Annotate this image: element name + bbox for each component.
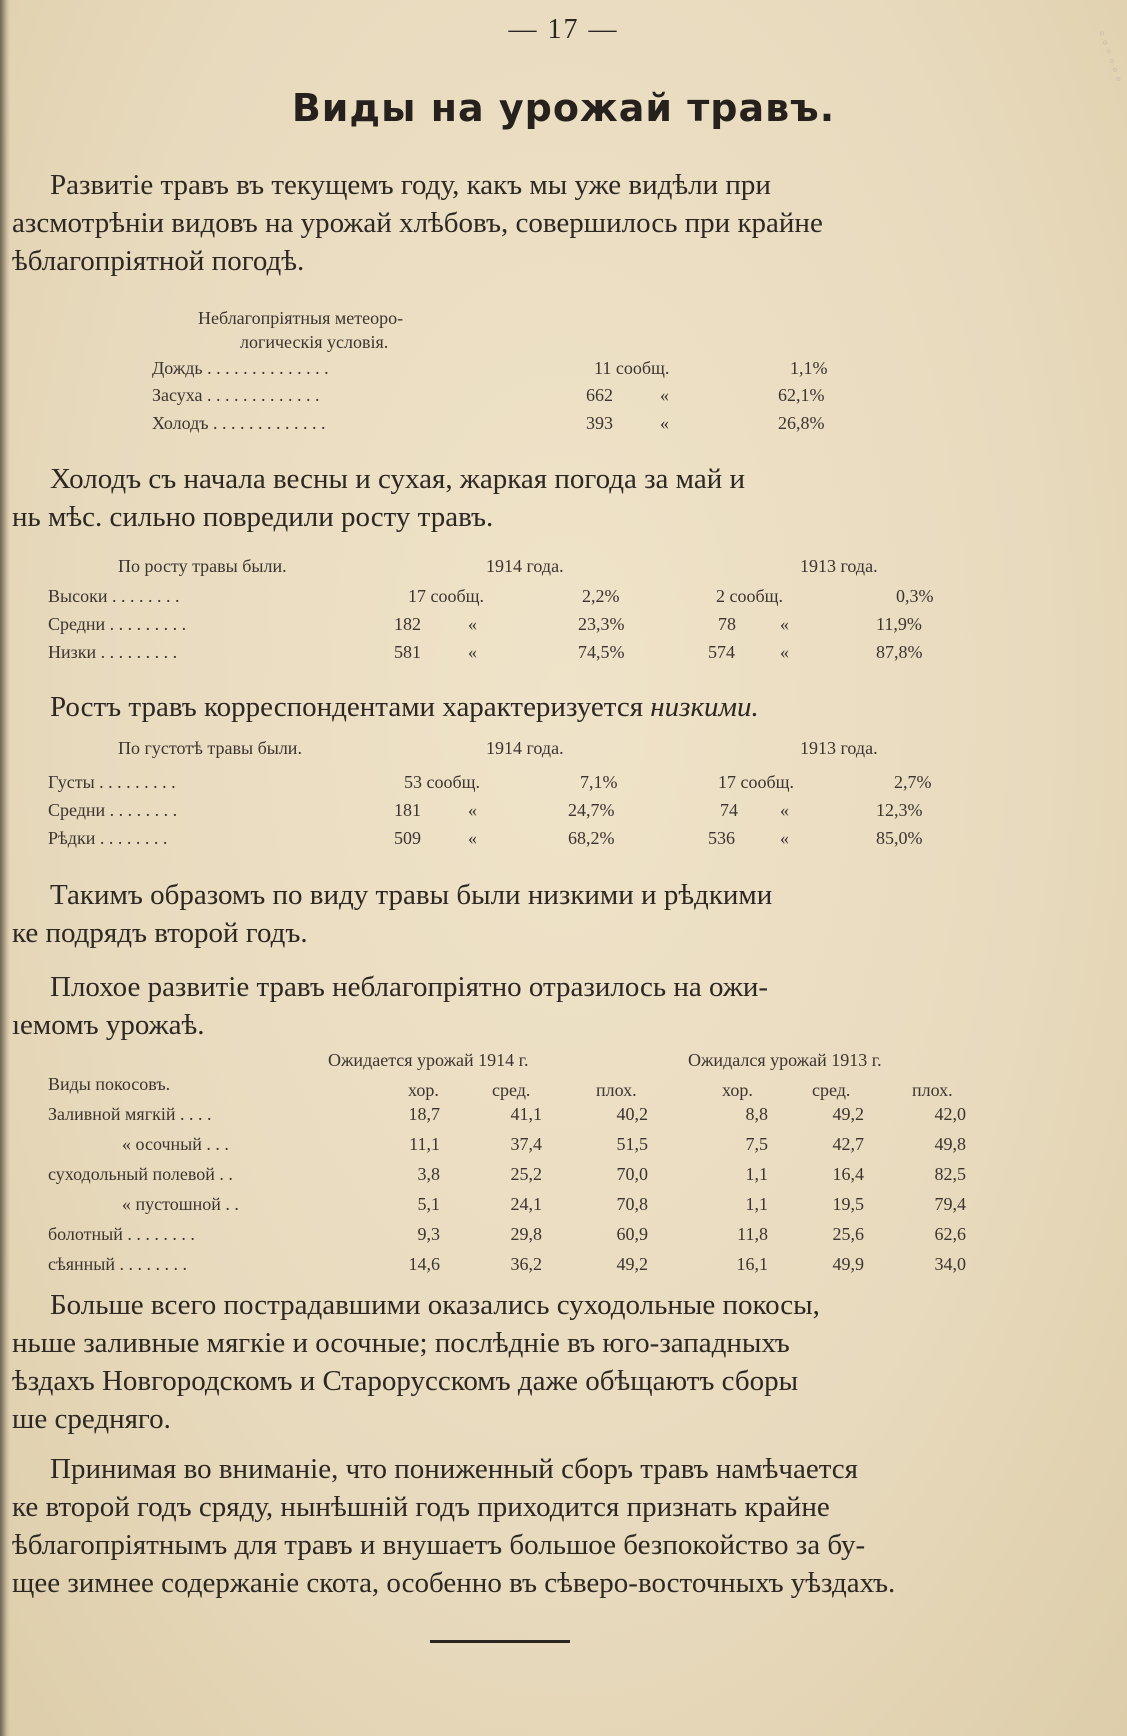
paragraph-line <box>12 688 1022 726</box>
table4-group-1914: Ожидается урожай 1914 г. <box>328 1050 529 1070</box>
paragraph-5 <box>12 968 1022 1044</box>
table1-percent: 62,1% <box>778 385 825 405</box>
table3-cell: 181 <box>394 800 421 820</box>
ditto-mark: « <box>780 642 789 662</box>
table2-cell: 74,5% <box>578 642 625 662</box>
table4-cell: 34,0 <box>934 1254 966 1274</box>
table1-percent: 26,8% <box>778 413 825 433</box>
table4-cell: 82,5 <box>934 1164 966 1184</box>
paragraph-line: ньше заливные мягкіе и осочные; послѣдніе въ юго-западныхъ <box>12 1327 790 1359</box>
paragraph-line: Плохое развитіе травъ неблагопріятно отразилось на ожи- <box>50 971 769 1003</box>
table3-header: По густотѣ травы были. <box>118 738 302 758</box>
ditto-mark: « <box>468 642 477 662</box>
table4-row-label: « пустошной . . <box>122 1194 239 1214</box>
table4-cell: 24,1 <box>510 1194 542 1214</box>
table4-row-label: болотный . . . . . . . . <box>48 1224 195 1244</box>
paragraph-line: ѣблагопріятнымъ для травъ и внушаетъ большое безпокойство за бу- <box>12 1529 866 1561</box>
table4-col-header: хор. <box>408 1080 439 1100</box>
table4-cell: 1,1 <box>745 1164 768 1184</box>
paragraph-line: ше средняго. <box>12 1403 171 1435</box>
table1-header: Неблагопріятныя метеоро- <box>198 308 404 328</box>
table4-group-1913: Ожидался урожай 1913 г. <box>688 1050 882 1070</box>
table3-cell: 7,1% <box>580 772 618 792</box>
table1-count: 393 <box>586 413 613 433</box>
table2-cell: 581 <box>394 642 421 662</box>
paragraph-line: азсмотрѣніи видовъ на урожай хлѣбовъ, совершилось при крайне <box>12 207 823 239</box>
table4-col-header: сред. <box>492 1080 531 1100</box>
table4-cell: 42,7 <box>832 1134 864 1154</box>
paragraph-2 <box>12 460 1022 536</box>
table4-cell: 40,2 <box>616 1104 648 1124</box>
table4-col-header: плох. <box>596 1080 637 1100</box>
table2-cell: 2 сообщ. <box>716 586 784 606</box>
table3-cell: 509 <box>394 828 421 848</box>
section-end-rule <box>430 1640 570 1643</box>
paragraph-line: Такимъ образомъ по виду травы были низкими и рѣдкими <box>50 879 773 911</box>
table4-cell: 42,0 <box>934 1104 966 1124</box>
table2-year-1914: 1914 года. <box>486 556 564 576</box>
paragraph-line: Развитіе травъ въ текущемъ году, какъ мы уже видѣли при <box>50 169 771 201</box>
table4-cell: 41,1 <box>510 1104 542 1124</box>
ditto-mark: « <box>780 800 789 820</box>
paragraph-line: Принимая во вниманіе, что пониженный сборъ травъ намѣчается <box>50 1453 858 1485</box>
table4-cell: 49,2 <box>616 1254 648 1274</box>
table4-row-label: сѣянный . . . . . . . . <box>48 1254 188 1274</box>
table4-cell: 79,4 <box>934 1194 966 1214</box>
table3-cell: 17 сообщ. <box>718 772 795 792</box>
table3-row-label: Густы . . . . . . . . . <box>48 772 176 792</box>
table4-cell: 49,8 <box>934 1134 966 1154</box>
table3-cell: 53 сообщ. <box>404 772 481 792</box>
paragraph-6 <box>12 1286 1022 1438</box>
paragraph-line: Холодъ съ начала весны и сухая, жаркая погода за май и <box>50 463 745 495</box>
ditto-mark: « <box>468 614 477 634</box>
table2-cell: 0,3% <box>896 586 934 606</box>
emphasis-text: низкими. <box>650 691 759 723</box>
table2-row-label: Низки . . . . . . . . . <box>48 642 178 662</box>
table4-cell: 25,2 <box>510 1164 542 1184</box>
table3-row-label: Средни . . . . . . . . <box>48 800 178 820</box>
table1-percent: 1,1% <box>790 358 828 378</box>
table3-row-label: Рѣдки . . . . . . . . <box>48 828 168 848</box>
ditto-mark: « <box>660 413 669 433</box>
table4-cell: 18,7 <box>408 1104 440 1124</box>
table4-cell: 70,8 <box>616 1194 648 1214</box>
paragraph-4 <box>12 876 1022 952</box>
table2-row-label: Средни . . . . . . . . . <box>48 614 187 634</box>
table4-cell: 29,8 <box>510 1224 542 1244</box>
paragraph-line: Больше всего пострадавшими оказались суходольные покосы, <box>50 1289 820 1321</box>
table1-count: 662 <box>586 385 613 405</box>
table4-row-label: Заливной мягкій . . . . <box>48 1104 212 1124</box>
table3-cell: 24,7% <box>568 800 615 820</box>
table4-cell: 70,0 <box>616 1164 648 1184</box>
table4-cell: 5,1 <box>417 1194 440 1214</box>
paragraph-line: ıемомъ урожаѣ. <box>12 1009 205 1041</box>
table4-cell: 11,1 <box>409 1134 440 1154</box>
table2-cell: 23,3% <box>578 614 625 634</box>
table3-year-1914: 1914 года. <box>486 738 564 758</box>
table4-cell: 25,6 <box>832 1224 864 1244</box>
table3-cell: 2,7% <box>894 772 932 792</box>
paragraph-line: ке подрядъ второй годъ. <box>12 917 308 949</box>
paragraph-3 <box>12 688 1022 726</box>
paragraph-line: нь мѣс. сильно повредили росту травъ. <box>12 501 494 533</box>
page-title: Виды на урожай травъ. <box>291 86 836 130</box>
table2-cell: 17 сообщ. <box>408 586 485 606</box>
table4-cell: 19,5 <box>832 1194 864 1214</box>
paragraph-text: Ростъ травъ корреспондентами характеризуется <box>50 691 644 723</box>
table3-cell: 12,3% <box>876 800 923 820</box>
table2-cell: 11,9% <box>876 614 922 634</box>
table4-cell: 36,2 <box>510 1254 542 1274</box>
table4-header: Виды покосовъ. <box>48 1074 171 1094</box>
table4-col-header: сред. <box>812 1080 851 1100</box>
table1-header: логическія условія. <box>240 332 389 352</box>
table4-cell: 37,4 <box>510 1134 542 1154</box>
ditto-mark: « <box>780 614 789 634</box>
table3-cell: 85,0% <box>876 828 923 848</box>
table4-cell: 62,6 <box>934 1224 966 1244</box>
table4-cell: 3,8 <box>417 1164 440 1184</box>
table2-row-label: Высоки . . . . . . . . <box>48 586 180 606</box>
library-stamp: ◦ ◦ ◦ ◦ ◦ ◦ <box>1092 27 1127 85</box>
table4-row-label: суходольный полевой . . <box>48 1164 233 1184</box>
table4-cell: 9,3 <box>417 1224 440 1244</box>
table4-cell: 7,5 <box>745 1134 768 1154</box>
page-edge-shadow <box>0 0 10 1736</box>
paragraph-1 <box>12 166 1022 280</box>
paragraph-line: ѣздахъ Новгородскомъ и Старорусскомъ даже обѣщаютъ сборы <box>12 1365 799 1397</box>
table2-cell: 78 <box>718 614 736 634</box>
ditto-mark: « <box>780 828 789 848</box>
table4-cell: 8,8 <box>745 1104 768 1124</box>
table4-cell: 49,9 <box>832 1254 864 1274</box>
paragraph-line: щее зимнее содержаніе скота, особенно въ сѣверо-восточныхъ уѣздахъ. <box>12 1567 896 1599</box>
table4-row-label: « осочный . . . <box>122 1134 229 1154</box>
table4-col-header: плох. <box>912 1080 953 1100</box>
table2-cell: 2,2% <box>582 586 620 606</box>
table4-cell: 1,1 <box>745 1194 768 1214</box>
table2-cell: 574 <box>708 642 735 662</box>
table4-cell: 14,6 <box>408 1254 440 1274</box>
table1-count: 11 сообщ. <box>594 358 670 378</box>
ditto-mark: « <box>468 800 477 820</box>
paragraph-line: ѣблагопріятной погодѣ. <box>12 245 305 277</box>
table4-cell: 51,5 <box>616 1134 648 1154</box>
page-number: — 17 — <box>508 14 619 45</box>
table2-header: По росту травы были. <box>118 556 287 576</box>
ditto-mark: « <box>468 828 477 848</box>
table4-cell: 49,2 <box>832 1104 864 1124</box>
table2-year-1913: 1913 года. <box>800 556 878 576</box>
ditto-mark: « <box>660 385 669 405</box>
table4-cell: 16,4 <box>832 1164 864 1184</box>
table4-cell: 60,9 <box>616 1224 648 1244</box>
table2-cell: 87,8% <box>876 642 923 662</box>
table4-col-header: хор. <box>722 1080 753 1100</box>
paragraph-7 <box>12 1450 1022 1602</box>
table1-row-label: Дождь . . . . . . . . . . . . . . <box>152 358 329 378</box>
paragraph-line: ке второй годъ сряду, нынѣшній годъ приходится признать крайне <box>12 1491 830 1523</box>
table4-cell: 11,8 <box>737 1224 768 1244</box>
table3-year-1913: 1913 года. <box>800 738 878 758</box>
table3-cell: 536 <box>708 828 735 848</box>
table3-cell: 68,2% <box>568 828 615 848</box>
table2-cell: 182 <box>394 614 421 634</box>
table1-row-label: Холодъ . . . . . . . . . . . . . <box>152 413 326 433</box>
table3-cell: 74 <box>720 800 738 820</box>
table1-row-label: Засуха . . . . . . . . . . . . . <box>152 385 320 405</box>
table4-cell: 16,1 <box>736 1254 768 1274</box>
